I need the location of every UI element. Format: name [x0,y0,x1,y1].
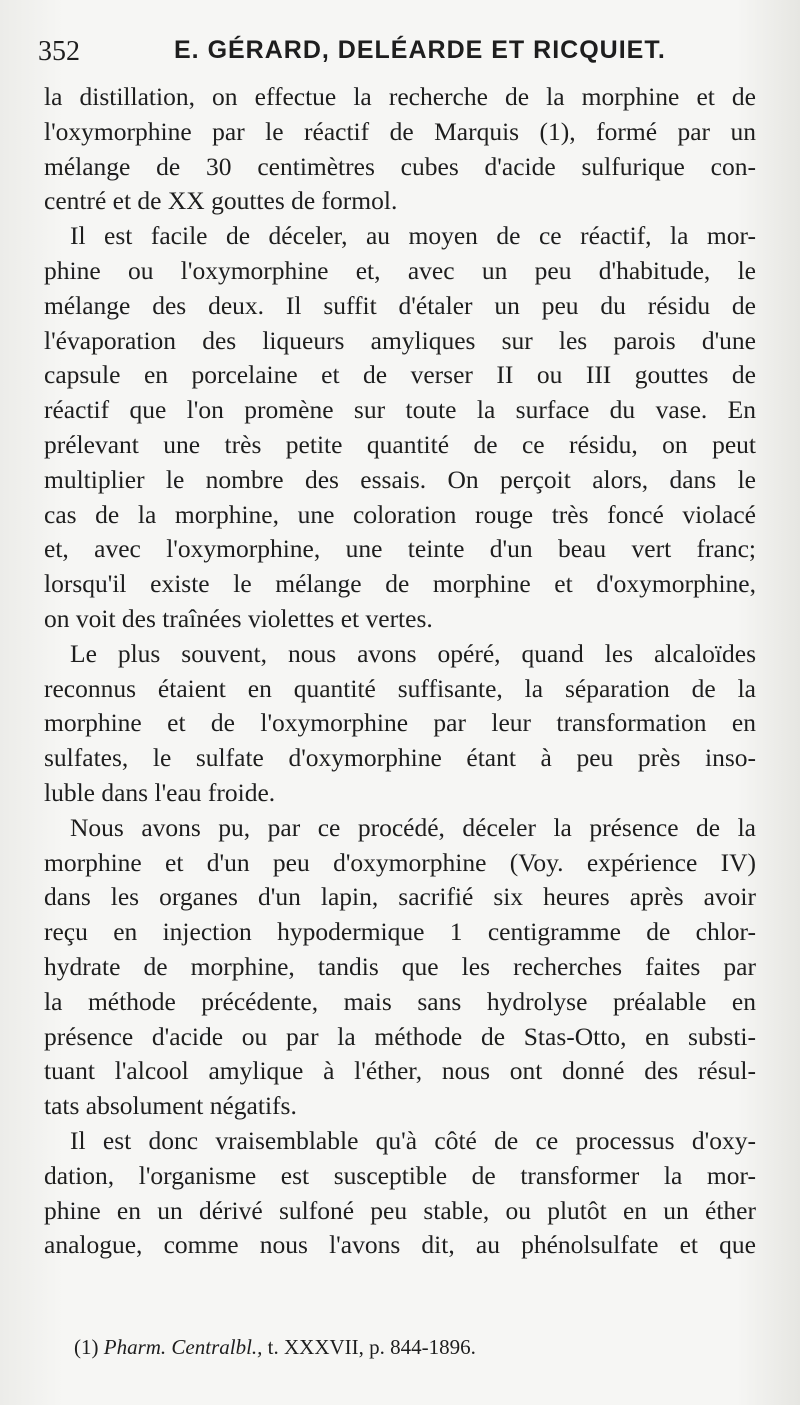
running-title: E. GÉRARD, DELÉARDE ET RICQUIET. [174,36,666,64]
text-line: mélange des deux. Il suffit d'étaler un peu du résidu de [44,290,756,320]
text-line: sulfates, le sulfate d'oxymorphine étant à peu près inso- [44,743,756,773]
text-line: reconnus étaient en quantité suffisante, la séparation de la [44,673,756,703]
footnote-marker: (1) [74,1335,99,1359]
text-line: la méthode précédente, mais sans hydrolyse préalable en [44,986,756,1016]
text-line: multiplier le nombre des essais. On perçoit alors, dans le [44,464,756,494]
text-line: reçu en injection hypodermique 1 centigramme de chlor- [44,917,756,947]
text-line: analogue, comme nous l'avons dit, au phénolsulfate et que [44,1230,756,1260]
page-number: 352 [38,36,80,67]
text-line: cas de la morphine, une coloration rouge très foncé violacé [44,499,756,529]
text-line: prélevant une très petite quantité de ce résidu, on peut [44,429,756,459]
text-line: dans les organes d'un lapin, sacrifié six heures après avoir [44,882,756,912]
text-line: dation, l'organisme est susceptible de transformer la mor- [44,1160,756,1190]
text-line: Le plus souvent, nous avons opéré, quand les alcaloïdes [70,638,756,668]
text-line: présence d'acide ou par la méthode de Stas-Otto, en substi- [44,1021,756,1051]
text-line: la distillation, on effectue la recherche de la morphine et de [44,82,756,111]
page-header [38,30,760,74]
body-text [44,80,756,1263]
footnote [74,1335,476,1360]
text-line: phine en un dérivé sulfoné peu stable, ou plutôt en un éther [44,1195,756,1225]
footnote-citation: t. XXXVII, p. 844-1896. [267,1335,476,1359]
text-line: et, avec l'oxymorphine, une teinte d'un beau vert franc; [44,534,756,564]
text-line: réactif que l'on promène sur toute la surface du vase. En [44,395,756,425]
text-line: lorsqu'il existe le mélange de morphine et d'oxymorphine, [44,569,756,599]
text-line: tuant l'alcool amylique à l'éther, nous ont donné des résul- [44,1056,756,1086]
text-line: capsule en porcelaine et de verser II ou III gouttes de [44,360,756,390]
text-line: l'évaporation des liqueurs amyliques sur les parois d'une [44,325,756,355]
text-line: morphine et de l'oxymorphine par leur transformation en [44,708,756,738]
text-line: mélange de 30 centimètres cubes d'acide sulfurique con- [44,151,756,181]
text-line: on voit des traînées violettes et vertes. [44,603,433,633]
text-line: morphine et d'un peu d'oxymorphine (Voy. expérience IV) [44,847,756,877]
text-line: Il est facile de déceler, au moyen de ce réactif, la mor- [70,221,756,251]
text-line: tats absolument négatifs. [44,1091,297,1121]
text-line: Nous avons pu, par ce procédé, déceler la présence de la [70,812,756,842]
text-line: phine ou l'oxymorphine et, avec un peu d'habitude, le [44,255,756,285]
text-line: hydrate de morphine, tandis que les recherches faites par [44,951,756,981]
text-line: l'oxymorphine par le réactif de Marquis (1), formé par un [44,116,756,146]
text-line: Il est donc vraisemblable qu'à côté de ce processus d'oxy- [70,1125,756,1155]
footnote-journal: Pharm. Centralbl., [103,1335,263,1359]
text-line: luble dans l'eau froide. [44,777,276,807]
text-line: centré et de XX gouttes de formol. [44,186,398,216]
